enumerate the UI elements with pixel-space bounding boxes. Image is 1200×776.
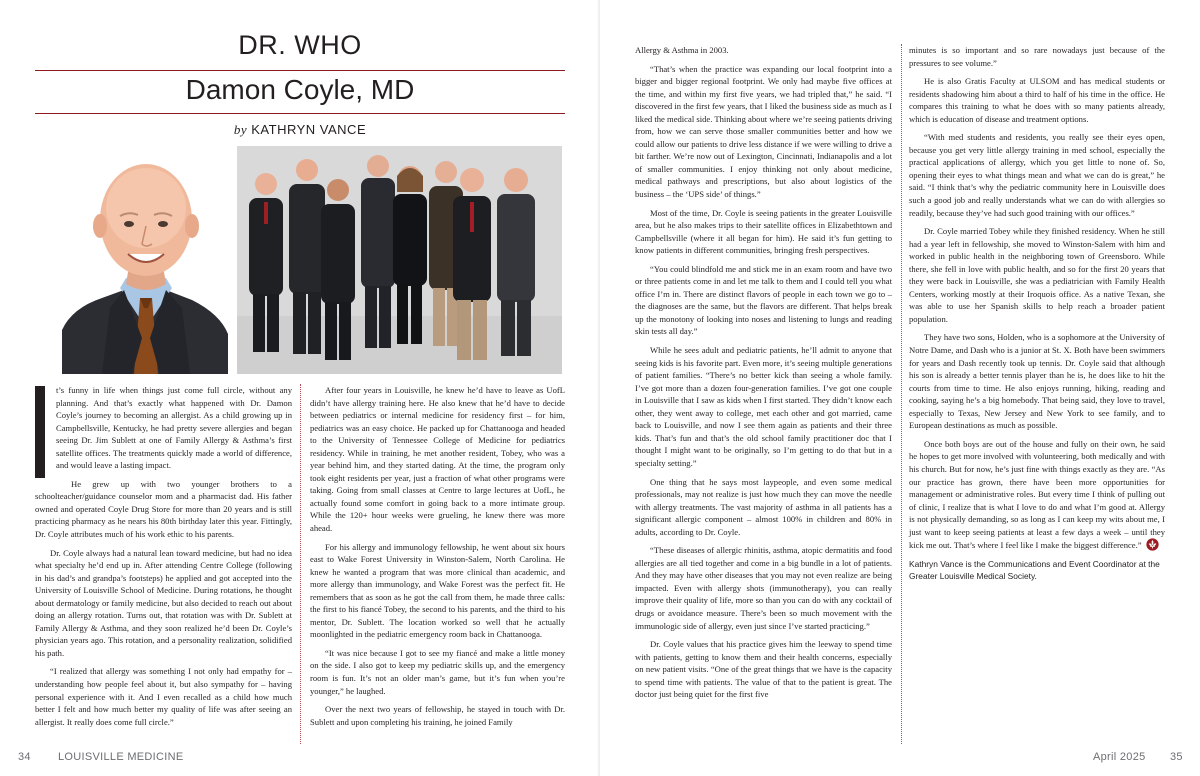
paragraph: “With med students and residents, you really see their eyes open, because you get very little allergy training in med school, especially the practical applications of allergy, which you get little to none of. So, opening their eyes to what things mean and what we can do is great,” he said. “I think that’s why the pediatric community here in Louisville does such a good job and really understands what we can do with allergies so readily, because they’ve had such good training with our offices.” [909,132,1165,218]
byline [35,122,565,138]
author-bio: Kathryn Vance is the Communications and Event Coordinator at the Greater Louisville Medical Society. [909,558,1160,582]
column-divider [300,384,301,744]
body-column-2 [310,384,565,734]
body-column-1 [35,384,292,734]
paragraph: “I realized that allergy was something I not only had empathy for – understanding how people feel about it, but also sympathy for – having personal experience with it. And I even recalled as a child how much better I felt and how much better my quality of life was after seeing an allergist. It really does come full circle.” [35,666,292,727]
magazine-name: LOUISVILLE MEDICINE [58,751,184,763]
paragraph: After four years in Louisville, he knew he’d have to leave as UofL didn’t have allergy training here. He also knew that he’d have to decide between pediatrics or internal medicine for residency first – for him, pediatrics was an easy choice. He packed up for Chattanooga and headed to the University of Tennessee College of Medicine for pediatrics residency. While in training, he met another resident, Tobey, who was a year behind him, and they started dating. At the time, the program only took eight residents per year, just a fraction of what other programs were taking. Going from small classes at Centre to large lectures at UofL, he actually found some comfort in going back to a more intimate group. While the 120+ hour weeks were grueling, he knew there was more ahead. [310,385,565,534]
paragraph: He is also Gratis Faculty at ULSOM and has medical students or residents shadowing him about a third to half of his time in the office. He compares this training to what he does with so many patients already, which is education of disease and treatment options. [909,76,1165,124]
section-kicker: DR. WHO [238,30,362,60]
title-rule-bottom [35,113,565,114]
paragraph: “That’s when the practice was expanding our local footprint into a bigger and bigger regional footprint. We only had maybe five offices at the time, and within my first five years, we had tripled that,” he said. “I discovered in the first few years, that I liked the business side as much as I liked the medical side. Thinking about where we’re seeing patients driving from, how we can serve those smaller communities better and how we could allow our patients to drive less distance if we were willing to drive a bit farther. We’re now out of Lexington, Cincinnati, Indianapolis and a lot of smaller communities. I enjoy thinking not only about medicine, medical pathways and prescriptions, but also about logistics of the business – the ‘UPS side’ of things.” [635,63,892,200]
page-number-right: 35 [1170,751,1183,763]
paragraph: While he sees adult and pediatric patients, he’ll admit to anyone that seeing kids is his favorite part. Even more, it’s seeing multiple generations of patient families. “There’s no better kick than seeing a whole family. I’ve got more than a dozen four-generation families. I’ve got one couple in Louisville that I saw as kids when I first started. They didn’t know each other, they went away to college, met each other and got married, came back to Louisville, and now I see them again as patients and their three kids. That’s fun and that’s the old school family practitioner doc that I thought I might want to be originally, so I’m getting to do that but in a specialty setting.” [635,345,892,468]
group-photo [237,146,562,374]
fleur-de-lis-icon [1146,538,1159,551]
body-column-4 [909,44,1165,589]
portrait-photo [62,148,228,374]
paragraph: Over the next two years of fellowship, he stayed in touch with Dr. Sublett and upon completing his training, he joined Family [310,704,565,727]
column-divider [901,44,902,744]
body-column-3 [635,44,892,707]
paragraph: Dr. Coyle married Tobey while they finished residency. When he still had a year left in fellowship, she moved to Winston-Salem with him and worked in public health in the neighboring town of Greensboro. While there, she fell in love with public health, and so for the first 20 years that they were back in Louisville, she was a pediatrician with Family Health Centers, working mostly at their Iroquois office. As a native Texan, she was able to use her Spanish skills to help reach a broader patient population. [909,226,1165,324]
paragraph: He grew up with two younger brothers to a schoolteacher/guidance counselor mom and a pharmacist dad. His father owned and operated Coyle Drug Store for more than 20 years and is still practicing pharmacy as he nears his 80th birthday later this year. Fittingly, Dr. Coyle attributes much of his work ethic to his parents. [35,478,292,540]
right-page [600,0,1200,776]
paragraph: Dr. Coyle values that his practice gives him the leeway to spend time with patients, getting to know them and their health concerns, especially on new patient visits. “One of the great things that we have is the capacity to spend time with patients. The value of that to the patient is great. The doctor just being quiet for the first five [635,639,892,700]
article-headline: Damon Coyle, MD [185,74,415,105]
issue-date: April 2025 [1093,751,1146,763]
page-number-left: 34 [18,751,31,763]
drop-cap [35,386,48,478]
paragraph: t’s funny in life when things just come full circle, without any planning. And that’s exactly what happened with Dr. Damon Coyle’s journey to becoming an allergist. As a child growing up in Campbellsville, Kentucky, he had pretty severe allergies and began seeing Dr. Jim Sublett at one of Family Allergy & Asthma’s first satellite offices. The treatments quickly made a world of difference, and would leave a lasting impact. [35,384,292,472]
paragraph: “It was nice because I got to see my fiancé and make a little money on the side. I also got to keep my pediatric skills up, and the emergency room is fun. It’s not an older man’s game, but it’s fun when you’re younger,” he laughed. [310,647,565,696]
byline-author: KATHRYN VANCE [251,122,367,137]
byline-prefix: by [233,122,248,137]
paragraph: minutes is so important and so rare nowadays just because of the pressures to see volume.” [909,45,1165,68]
paragraph: “You could blindfold me and stick me in an exam room and have two or three patients come in and let me talk to them and I could tell you what office I’m in. There are distinct flavors of people in each town we go to – the diagnoses are the same, but the flavors are different. That helps break up the monotony of looking into noses and listening to lungs and reading skin tests all day.” [635,263,892,337]
paragraph: Most of the time, Dr. Coyle is seeing patients in the greater Louisville area, but he also makes trips to their satellite offices in Elizabethtown and Campbellsville (where it all began for him). He said it’s fun getting to know patients in different communities, bringing fresh perspectives. [635,207,892,256]
paragraph: One thing that he says most laypeople, and even some medical professionals, may not realize is just how much they can move the needle with allergy treatments. The vast majority of asthma in all patients has a significant allergic component – almost 100% in children and 80% in adults, according to Dr. Coyle. [635,476,892,537]
paragraph: Dr. Coyle always had a natural lean toward medicine, but had no idea what specialty he’d end up in. After attending Centre College (following in his dad’s and grandpa’s footsteps) he applied and got accepted into the University of Louisville School of Medicine. During rotations, he thought about dermatology or family medicine, but also decided to reach out about doing an allergy rotation. Turns out, that rotation was with Dr. Sublett at Family Allergy & Asthma, and they soon realized he’d been Dr. Coyle’s physician years ago. This rotation, and a personality realization, solidified his path. [35,547,292,658]
paragraph: “These diseases of allergic rhinitis, asthma, atopic dermatitis and food allergies are all tied together and come in a big bundle in a lot of patients. And they may have other diseases that you may not even realize are being impacted. Even with allergy shots (immunotherapy), you can really improve their quality of life, more so than you can do with any cocktail of drugs or avoidance measure. There’s been so much movement with the immunologic side of allergy, even just since I’ve started practicing.” [635,545,892,631]
paragraph: They have two sons, Holden, who is a sophomore at the University of Notre Dame, and Dash who is a junior at St. X. Both have been swimmers for years and Dash recently took up tennis. Dr. Coyle said that although his son is already a better tennis player than he is, he does like to hit the courts from time to time. He also enjoys running, hiking, reading and cooking, saying he’s a big homebody. That being said, they love to travel, especially to Texas, New Jersey and New York to see family, and to European destinations as much as possible. [909,332,1165,431]
paragraph: Once both boys are out of the house and fully on their own, he said he hopes to get more involved with volunteering, both medically and with his church. But for now, he’s just fine with things exactly as they are. “As our practice has grown, there have been more opportunities for management or administrative roles. But every time I think of pulling out of clinic, I realize that is what I love to do and what I’m good at. Allergy is not physically demanding, so as long as I can keep my wits about me, I just want to keep seeing patients at least a few days a week – until they kick me out. That’s where I feel like I make the biggest difference.” [909,438,1165,551]
paragraph: For his allergy and immunology fellowship, he went about six hours east to Wake Forest University in Winston-Salem, North Carolina. He knew he wanted a program that was more clinical than academic, and more allergy than immunology, and Wake Forest was the perfect fit. He remembers that as soon as he got the call from them, he made three calls: the first to his fiancé Tobey, the second to his parents, and the third to his mentor, Dr. Sublett. The location worked so well that he actually moonlighted in the pediatric emergency room back in Chattanooga. [310,541,565,640]
paragraph: Allergy & Asthma in 2003. [635,45,729,55]
title-rule-top [35,70,565,71]
